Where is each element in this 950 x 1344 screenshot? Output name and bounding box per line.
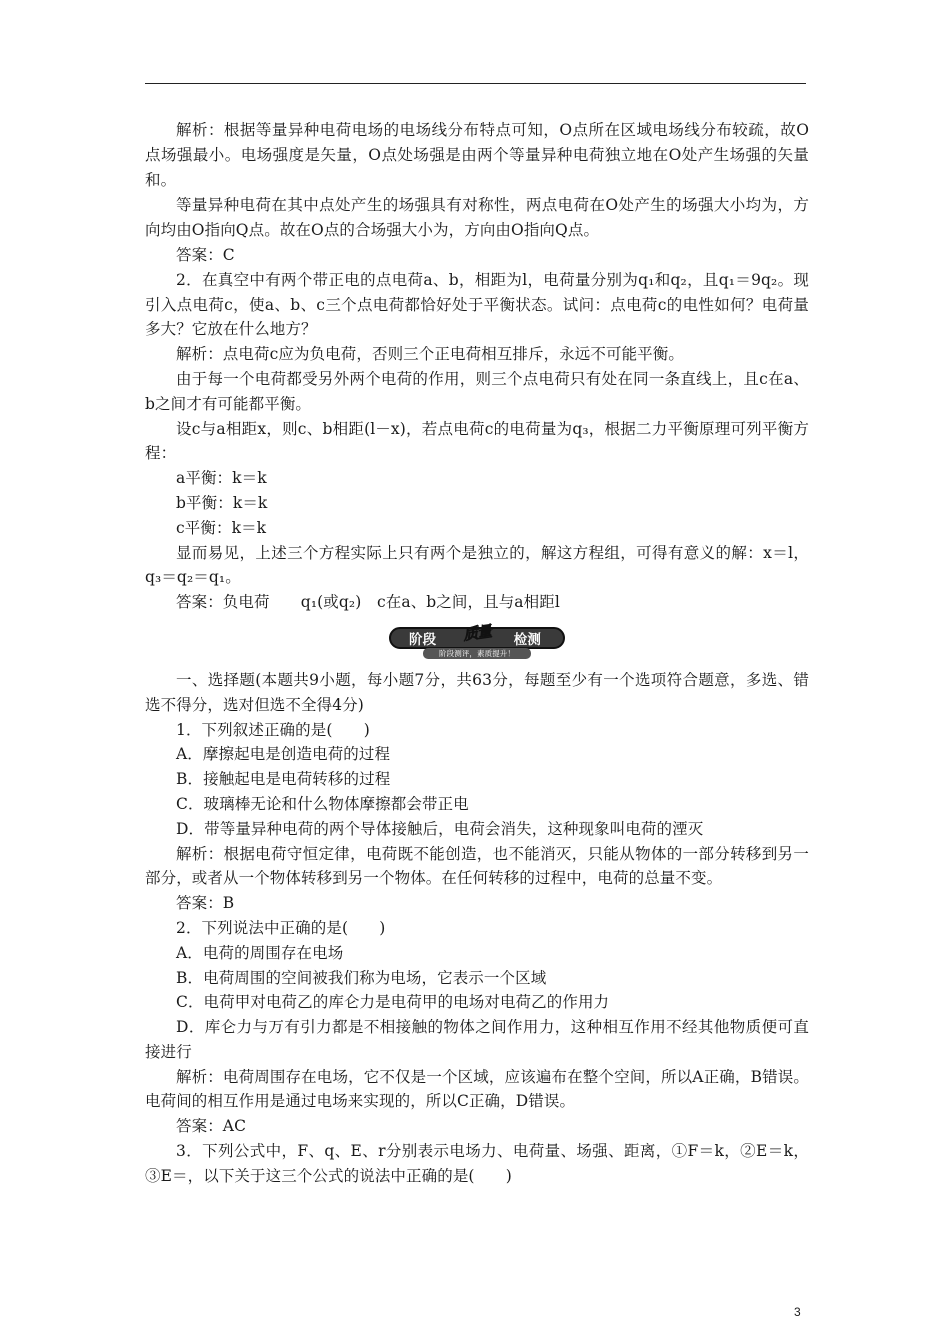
- paragraph: 解析：根据电荷守恒定律，电荷既不能创造，也不能消灭，只能从物体的一部分转移到另一部分，或者从一个物体转移到另一个物体。在任何转移的过程中，电荷的总量不变。: [145, 844, 809, 888]
- banner-center: [453, 618, 501, 648]
- paragraph: 等量异种电荷在其中点处产生的场强具有对称性，两点电荷在O处产生的场强大小均为，方向均由O指向Q点。故在O点的合场强大小为，方向由O指向Q点。: [145, 196, 809, 240]
- paragraph: 设c与a相距x，则c、b相距(l－x)，若点电荷c的电荷量为q₃，根据二力平衡原理可列平衡方程：: [145, 419, 809, 463]
- answer-line: 答案：AC: [176, 1117, 247, 1136]
- header-rule: [145, 83, 806, 84]
- answer-line: 答案：C: [176, 245, 235, 264]
- equation-line: c平衡：k＝k: [176, 518, 267, 537]
- paragraph: 解析：点电荷c应为负电荷，否则三个正电荷相互排斥，永远不可能平衡。: [176, 345, 684, 364]
- banner-right-text: 检测: [513, 631, 541, 648]
- equation-line: b平衡：k＝k: [176, 493, 268, 512]
- banner-left-text: 阶段: [409, 631, 437, 648]
- question-2-choice: 2．下列说法中正确的是( ): [176, 918, 386, 937]
- equation-line: a平衡：k＝k: [176, 469, 267, 488]
- answer-line: 答案：负电荷 q₁(或q₂) c在a、b之间，且与a相距l: [176, 593, 560, 612]
- paragraph: 显而易见，上述三个方程实际上只有两个是独立的，解这方程组，可得有意义的解：x＝l，q₃＝q₂＝q₁。: [145, 543, 809, 587]
- banner-logo: [389, 624, 565, 660]
- paragraph: 解析：电荷周围存在电场，它不仅是一个区域，应该遍布在整个空间，所以A正确，B错误。电荷间的相互作用是通过电场来实现的，所以C正确，D错误。: [145, 1067, 809, 1111]
- option-b: B．电荷周围的空间被我们称为电场，它表示一个区域: [176, 968, 547, 987]
- paragraph: 由于每一个电荷都受另外两个电荷的作用，则三个点电荷只有处在同一条直线上，且c在a、b之间才有可能都平衡。: [145, 369, 809, 413]
- section-instructions: 一、选择题(本题共9小题，每小题7分，共63分，每题至少有一个选项符合题意，多选、错选不得分，选对但选不全得4分): [145, 670, 809, 714]
- question-1: 1．下列叙述正确的是( ): [176, 720, 370, 739]
- option-c: C．电荷甲对电荷乙的库仑力是电荷甲的电场对电荷乙的作用力: [176, 993, 610, 1012]
- banner-subtitle: 阶段测评，素质提升！: [423, 648, 531, 659]
- question-3: 3．下列公式中，F、q、E、r分别表示电场力、电荷量、场强、距离，①F＝k，②E＝k，③E＝，以下关于这三个公式的说法中正确的是( ): [145, 1142, 809, 1185]
- document-body: [145, 118, 809, 1189]
- option-b: B．接触起电是电荷转移的过程: [176, 770, 391, 789]
- paragraph: 解析：根据等量异种电荷电场的电场线分布特点可知，O点所在区域电场线分布较疏，故O点场强最小。电场强度是矢量，O点处场强是由两个等量异种电荷独立地在O处产生场强的矢量和。: [145, 121, 809, 189]
- answer-line: 答案：B: [176, 894, 235, 913]
- option-d: D．库仑力与万有引力都是不相接触的物体之间作用力，这种相互作用不经其他物质便可直接进行: [145, 1018, 809, 1061]
- question-2: 2．在真空中有两个带正电的点电荷a、b，相距为l，电荷量分别为q₁和q₂，且q₁＝9q₂。现引入点电荷c，使a、b、c三个点电荷都恰好处于平衡状态。试问：点电荷c的电性如何？电荷量多大？它放在什么地方？: [145, 270, 809, 339]
- page-number: 3: [794, 1305, 801, 1319]
- section-banner: [145, 619, 809, 665]
- option-a: A．摩擦起电是创造电荷的过程: [176, 745, 391, 764]
- option-a: A．电荷的周围存在电场: [176, 943, 344, 962]
- option-c: C．玻璃棒无论和什么物体摩擦都会带正电: [176, 794, 469, 813]
- banner-center-text: 质量: [461, 622, 493, 645]
- option-d: D．带等量异种电荷的两个导体接触后，电荷会消失，这种现象叫电荷的湮灭: [176, 819, 704, 838]
